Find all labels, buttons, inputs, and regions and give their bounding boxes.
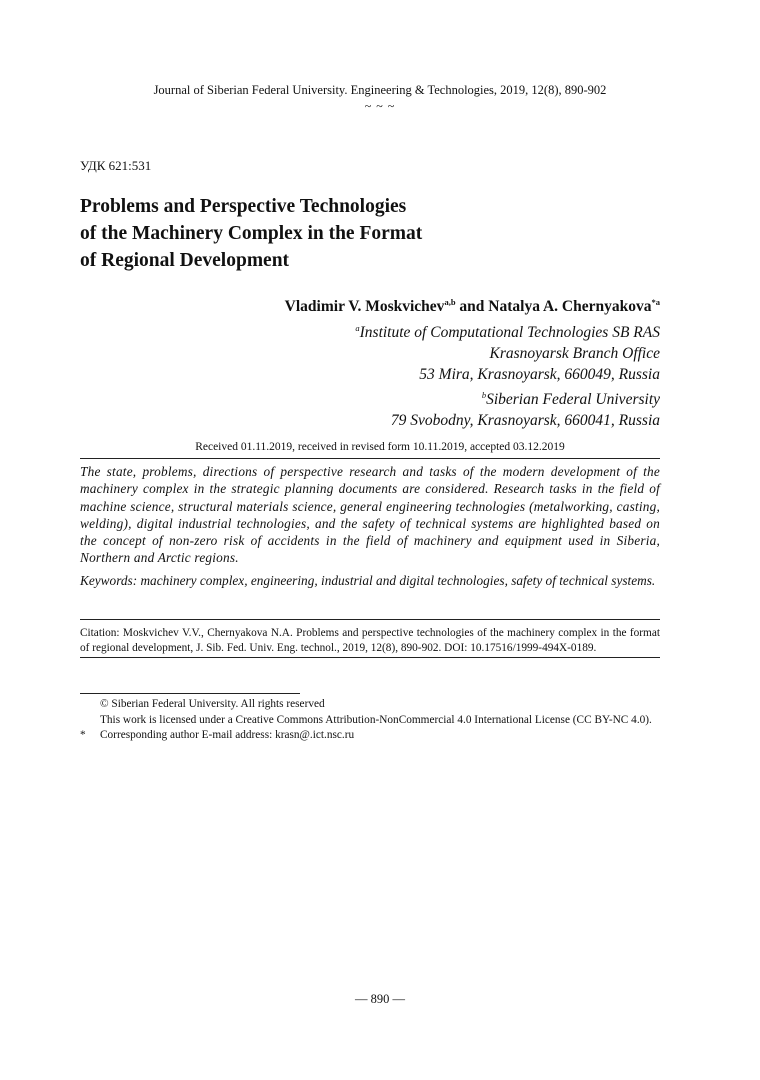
keywords: Keywords: machinery complex, engineering, industrial and digital technologies, safety of technical systems. [80,573,656,588]
author-2-affil: *a [651,297,660,307]
received-dates: Received 01.11.2019, received in revised form 10.11.2019, accepted 03.12.2019 [195,441,565,453]
author-1-affil: a,b [444,297,456,307]
affiliation-b-line1: $^b$Siberian Federal University [481,390,660,409]
footnote-marker: * [80,729,86,741]
authors [285,297,660,316]
footnote-license: This work is licensed under a Creative Commons Attribution-NonCommercial 4.0 International License (CC BY-NC 4.0). [100,714,652,726]
divider [80,657,660,658]
abstract: The state, problems, directions of perspective research and tasks of the modern development of the machinery complex in the strategic planning documents are considered. Research tasks in the field of machine science, structural materials science, general engineering technologies (metalworking, casting, welding), digital industrial technologies, and the safety of technical systems are highlighted based on the concept of non-zero risk of accidents in the field of machinery and equipment used in Siberia, Northern and Arctic regions. [80,464,660,566]
affiliation-b-line2: 79 Svobodny, Krasnoyarsk, 660041, Russia [390,412,660,430]
footnote-divider [80,693,300,694]
affiliation-a-line3: 53 Mira, Krasnoyarsk, 660049, Russia [419,366,660,384]
affiliations [355,318,660,431]
title-line: of the Machinery Complex in the Format [80,223,423,244]
udk-code: УДК 621:531 [80,158,152,173]
author-2: Natalya A. Chernyakova [488,298,652,316]
affiliation-a-marker: a [355,323,360,333]
title-line: of Regional Development [80,250,290,271]
header-separator: ~ ~ ~ [364,99,396,113]
author-conjunction: and [455,298,489,316]
footnote-copyright: © Siberian Federal University. All rights reserved [100,698,325,710]
divider [80,458,660,459]
affiliation-a-line1: $^a$Institute of Computational Technologies SB RAS [355,323,660,342]
article-title [80,193,500,274]
author-1: Vladimir V. Moskvichev [284,298,445,316]
affiliation-b-marker: b [481,390,487,401]
title-line: Problems and Perspective Technologies [80,196,407,217]
journal-header: Journal of Siberian Federal University. Engineering & Technologies, 2019, 12(8), 890-902 [153,83,607,97]
footnote-corresponding-author: Corresponding author E-mail address: krasn@.ict.nsc.ru [100,729,355,741]
page-number: ― 890 ― [355,992,405,1006]
affiliation-a-line2: Krasnoyarsk Branch Office [489,345,660,363]
citation: Citation: Moskvichev V.V., Chernyakova N.A. Problems and perspective technologies of the machinery complex in the format of regional development, J. Sib. Fed. Univ. Eng. technol., 2019, 12(8), 890-902. DOI: 10.17516/1999-494X-0189. [80,627,660,654]
divider [80,619,660,620]
